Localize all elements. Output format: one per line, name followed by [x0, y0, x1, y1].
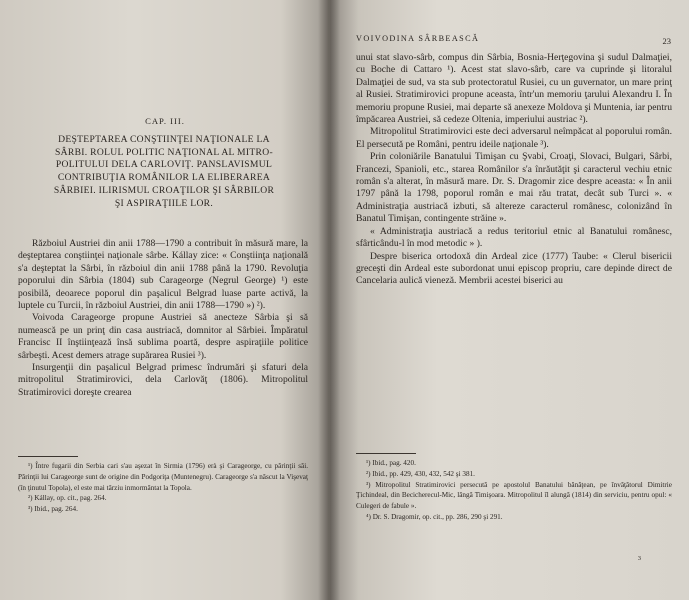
title-line: DEŞTEPTAREA CONŞTIINŢEI NAŢIONALE LA: [58, 134, 270, 145]
title-line: POLITULUI DELA CARLOVIŢ. PANSLAVISMUL: [55, 159, 273, 171]
chapter-number: CAP. III.: [145, 116, 185, 126]
footnote: ²) Ibid., pp. 429, 430, 432, 542 şi 381.: [366, 469, 475, 478]
right-body-text: [356, 52, 672, 288]
signature-mark: 3: [637, 555, 641, 562]
left-page: [0, 0, 330, 600]
paragraph: Prin coloniările Banatului Timişan cu Şvabi, Croaţi, Slovaci, Bulgari, Sârbi, Francezi, Spanioli, etc., starea Românilor s'a înrăutăţit şi caracterul vechiu etnic român s'a alterat, în măsură mare. Dr. S. Dragomir zice despre aceasta: « În anii 1797 până la 1798, poporul român e mai rău tratat, decât sub Turci ». « Administraţia austriacă izbuti, să altereze caracterul românesc, colonizând în Banatul Timişan, contingente străine ».: [356, 151, 672, 225]
footnote: ³) Mitropolitul Stratimirovici persecută pe apostolul Banatului bănăţean, pe învăţătorul Dimitrie Ţichindeal, din Becicherecul-Mic, lângă Timişoara. Mitropolitul îl alungă (1814) din serviciu, pentru opul: « Culegeri de fabule ».: [356, 480, 672, 511]
paragraph: « Administraţia austriacă a redus teritoriul etnic al Banatului românesc, sfârticându-l în mod metodic » ).: [356, 225, 672, 250]
paragraph: Mitropolitul Stratimirovici este deci adversarul neîmpăcat al poporului român. El persecută pe Români, pentru ideile naţionale ³).: [356, 126, 672, 150]
running-head: VOIVODINA SÂRBEASCĂ: [356, 34, 480, 43]
chapter-title: [22, 134, 306, 210]
book-gutter: [318, 0, 340, 600]
title-line: CONTRIBUŢIA ROMÂNILOR LA ELIBERAREA: [57, 172, 271, 184]
right-page: [330, 0, 689, 600]
paragraph: Războiul Austriei din anii 1788—1790 a contribuit în măsură mare, la deşteptarea conştiinţei naţionale sârbe. Kállay zice: « Conştiinţa naţională s'a deşteptat la Sârbi, în războiul din anii 1788 până la 1790. Revoluţia poporului din Sârbia (1804) sub Carageorge (Negrul George) ¹) este posibilă, deoarece poporul din paşalicul Belgrad luase parte activă, la luptele cu Turcii, în războiul Austriei, din anii 1788—1790 ») ²).: [18, 238, 308, 312]
title-line: ŞI ASPIRAŢIILE LOR.: [114, 197, 214, 209]
footnote: ¹) Între fugarii din Serbia cari s'au aşezat în Sirmia (1796) erà şi Carageorge, cu părinţii săi. Părinţii lui Carageorge sunt de origine din Podgoriţa (Muntenegru). Carageorge s'a născut la Vişevaţ (în ţinutul Topola), el este mai târziu inmormântat la Topola.: [18, 462, 308, 492]
page-number: 23: [662, 36, 671, 46]
paragraph: unui stat slavo-sârb, compus din Sârbia, Bosnia-Herţegovina şi sudul Dalmaţiei, cu Boche di Cattaro ¹). Acest stat slavo-sârb, care va cuprinde şi litoralul Dalmaţiei de sud, va sta sub protectoratul Rusiei, cu un guvernator, un mare prinţ al Rusiei. Stratimirovici propune aceasta, într'un memoriu ţarului Alexandru I. În memoriu propune Rusiei, mai departe să anexeze Moldova şi Muntenia, iar pentru împăcarea Austriei, să cedeze Oltenia, imperiului austriac ²).: [356, 52, 672, 126]
footnote-rule: [356, 453, 416, 454]
footnote-rule: [18, 456, 78, 457]
paragraph: Despre biserica ortodoxă din Ardeal zice (1777) Taube: « Clerul bisericii greceşti din Ardeal este subordonat unui episcop propriu, care depinde direct de Cancelaria aulică vieneză. Membrii acestei biserici au: [356, 250, 672, 287]
footnote: ²) Kállay, op. cit., pag. 264.: [28, 494, 107, 503]
title-line: SÂRBI. ROLUL POLITIC NAŢIONAL AL MITRO-: [55, 146, 273, 158]
left-body-text: [18, 238, 308, 399]
left-footnotes: [18, 461, 308, 515]
footnote: ⁴) Dr. S. Dragomir, op. cit., pp. 286, 290 şi 291.: [366, 512, 503, 521]
footnote: ³) Ibid., pag. 264.: [28, 505, 78, 514]
footnote: ¹) Ibid., pag. 420.: [366, 459, 416, 467]
title-line: SÂRBIEI. ILIRISMUL CROAŢILOR ŞI SÂRBILOR: [53, 184, 275, 196]
right-footnotes: [356, 458, 672, 523]
paragraph: Voivoda Carageorge propune Austriei să anecteze Sârbia şi să numească pe un prinţ din casa austriacă, domnitor al Sârbiei. Împăratul Francisc II înştiinţează însă sublima poartă, despre aspiraţiile politice sârbeşti. Acest demers atrage supărarea Rusiei ³).: [18, 312, 308, 361]
paragraph: Insurgenţii din paşalicul Belgrad primesc îndrumări şi sfaturi dela mitropolitul Stratimirovici, dela Carlovăţ (1806). Mitropolitul Stratimirovici doreşte crearea: [18, 362, 308, 398]
